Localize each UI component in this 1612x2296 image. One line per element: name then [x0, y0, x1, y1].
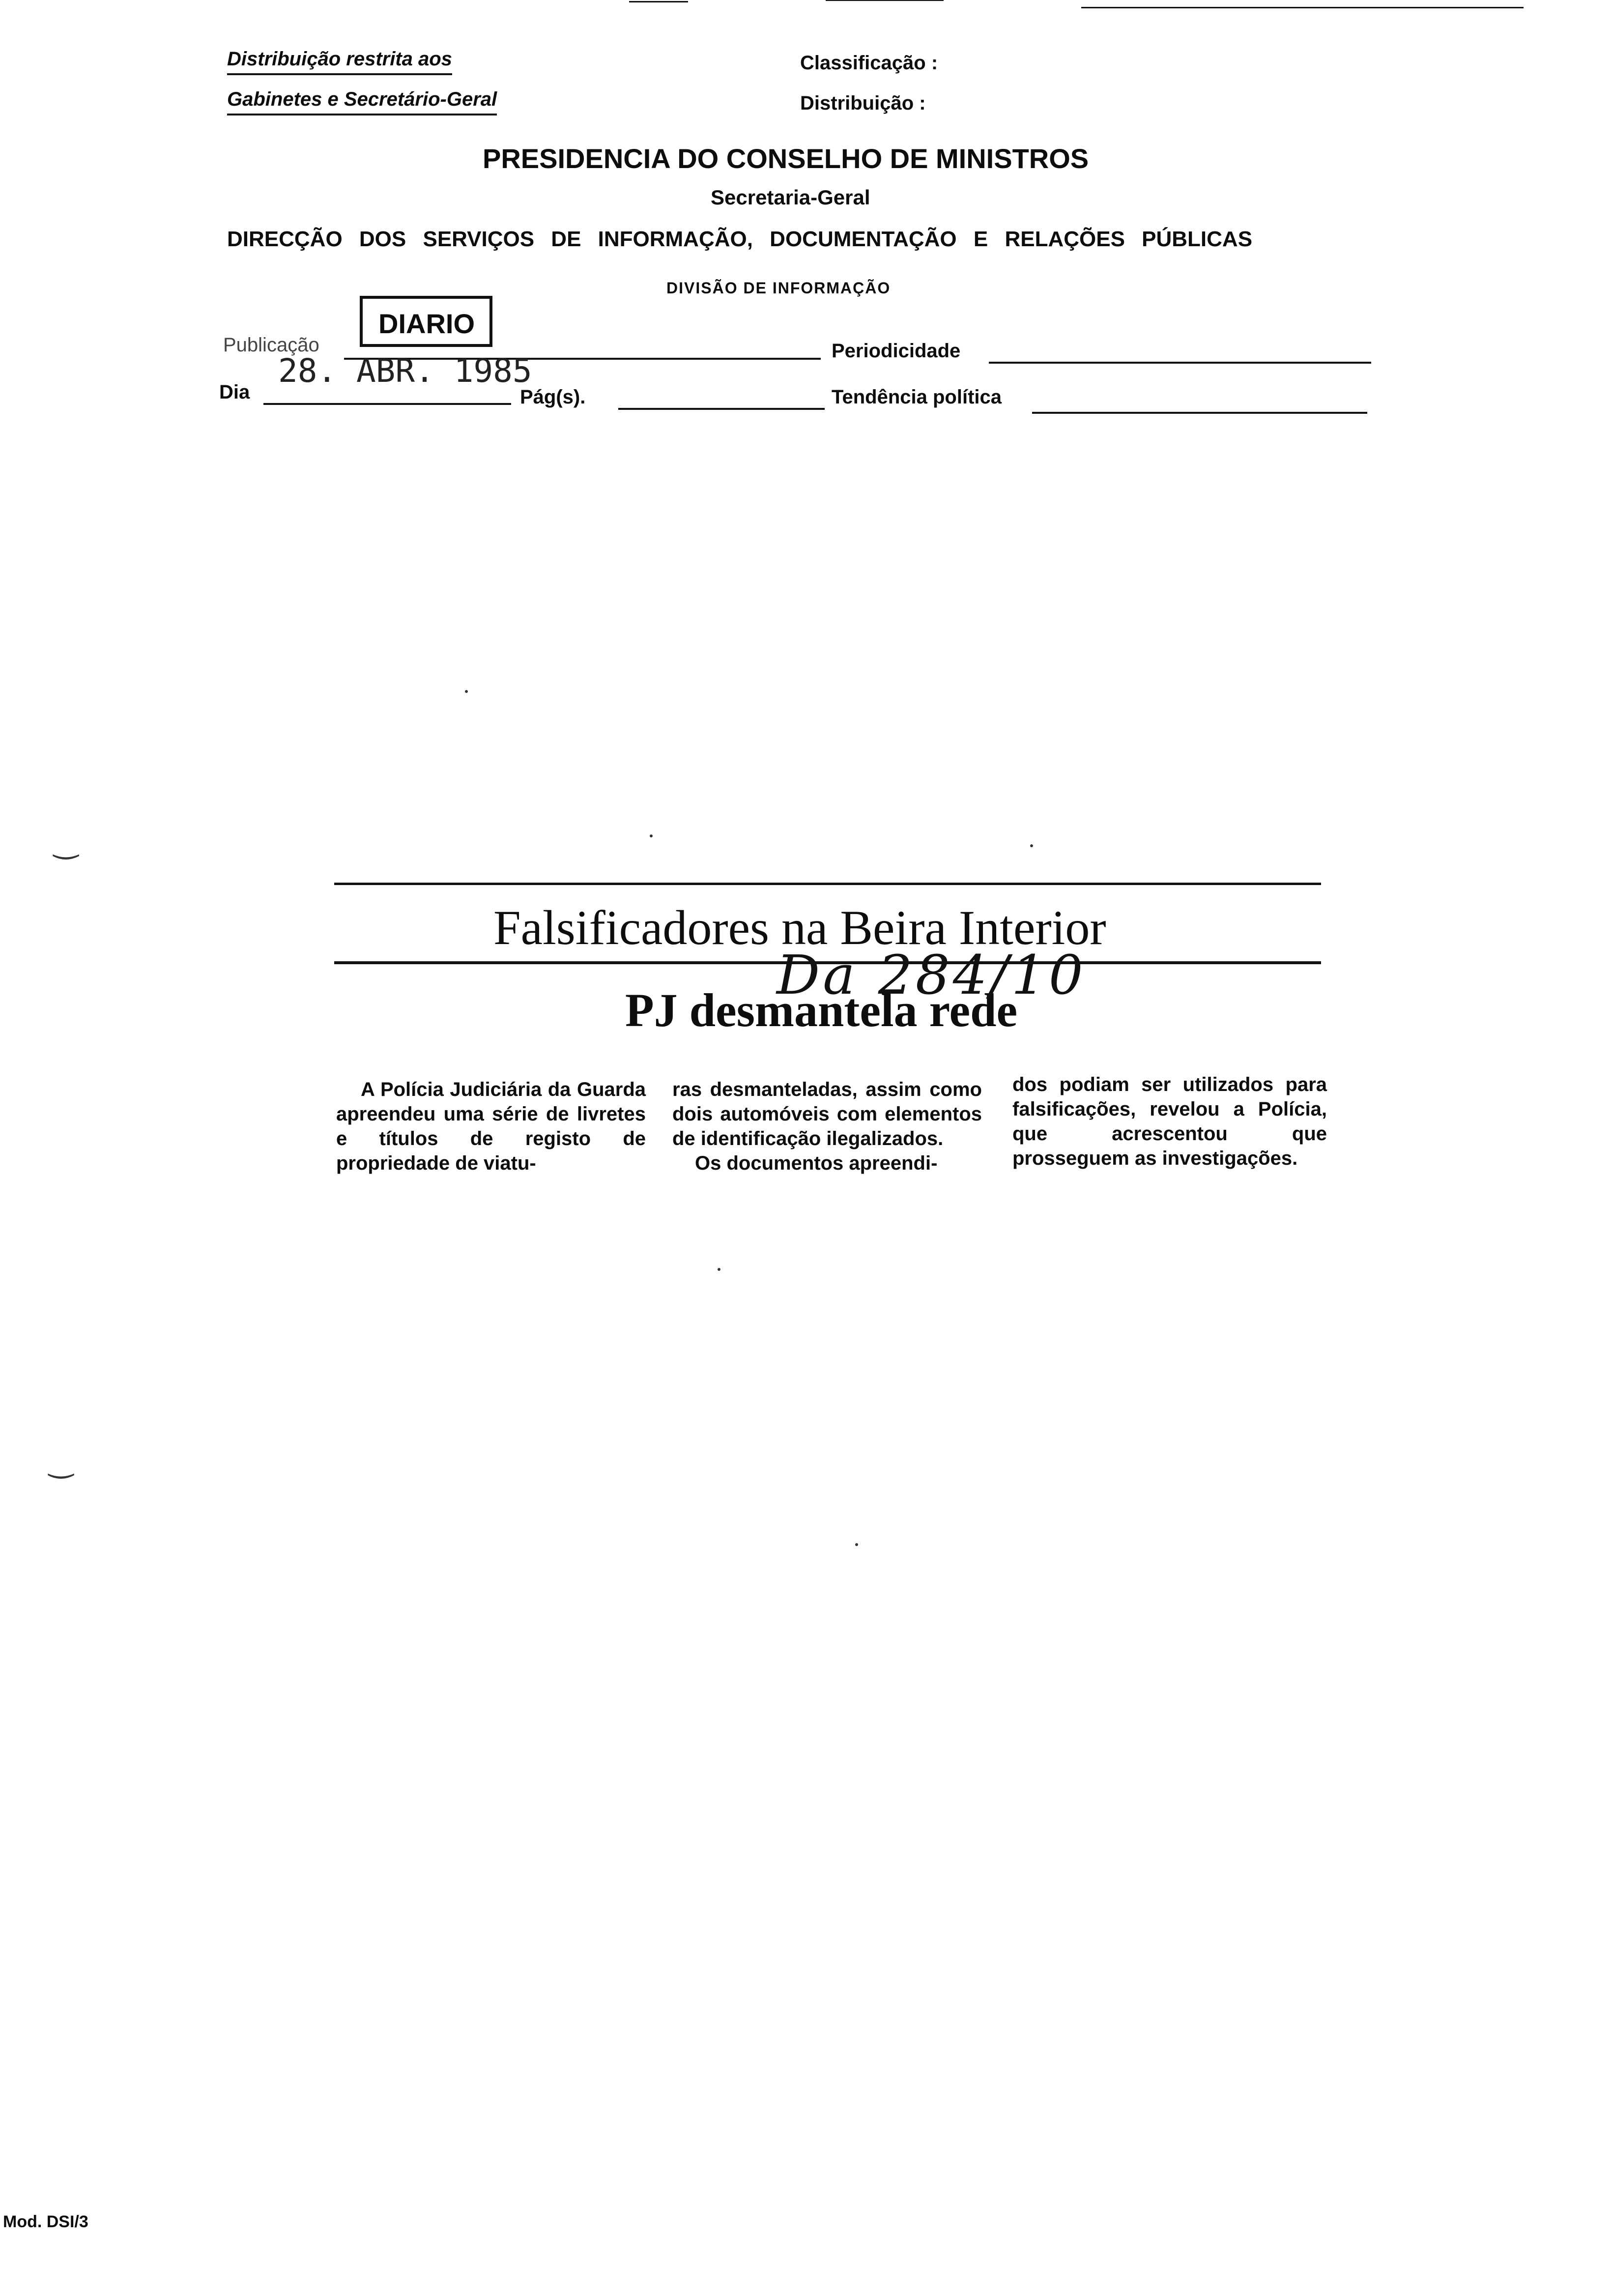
restricted-distribution-line2: Gabinetes e Secretário-Geral [227, 88, 497, 115]
article-column-2-paragraph-2: Os documentos apreendi- [695, 1152, 938, 1174]
restricted-distribution-line1: Distribuição restrita aos [227, 48, 452, 75]
distribuicao-label: Distribuição : [800, 92, 926, 114]
pags-label: Pág(s). [520, 386, 586, 408]
scan-mark-left: ‿ [54, 826, 78, 859]
article-headline: PJ desmantela rede [625, 984, 1018, 1036]
dia-label: Dia [219, 381, 250, 403]
tendencia-label: Tendência política [832, 386, 1002, 408]
scan-artifact-line [826, 0, 944, 1]
pags-field-line [618, 408, 825, 410]
secretaria-subtitle: Secretaria-Geral [711, 186, 870, 209]
article-rule-top [334, 883, 1321, 885]
article-column-2-paragraph-1: ras desmanteladas, assim como dois automóveis com elementos de identificação ilegalizados. [672, 1079, 982, 1149]
publicacao-label: Publicação [223, 334, 319, 356]
article-kicker: Falsificadores na Beira Interior [493, 900, 1106, 955]
model-code: Mod. DSI/3 [3, 2212, 88, 2231]
periodicidade-label: Periodicidade [832, 340, 961, 362]
scan-speck [465, 690, 468, 693]
presidencia-title: PRESIDENCIA DO CONSELHO DE MINISTROS [483, 143, 1089, 174]
scan-artifact-line [629, 1, 688, 2]
date-stamp: 28. ABR. 1985 [278, 352, 532, 390]
classificacao-label: Classificação : [800, 52, 938, 74]
direccao-line: DIRECÇÃO DOS SERVIÇOS DE INFORMAÇÃO, DOCUMENTAÇÃO E RELAÇÕES PÚBLICAS [227, 227, 1253, 251]
handwritten-note: Da 284/10 [777, 944, 1086, 1006]
tendencia-field-line [1032, 412, 1367, 414]
dia-field-line [263, 403, 511, 405]
article-column-3: dos podiam ser utilizados para falsificações, revelou a Polícia, que acrescentou que prosseguem as investigações. [1012, 1074, 1327, 1169]
scan-speck [650, 834, 653, 837]
article-column-1: A Polícia Judiciária da Guarda apreendeu uma série de livretes e títulos de registo de propriedade de viatu- [336, 1079, 646, 1174]
article-column-2 [672, 1077, 982, 1176]
scan-speck [855, 1543, 858, 1546]
periodicidade-field-line [989, 362, 1371, 364]
scan-mark-left: ‿ [49, 1445, 73, 1478]
scan-speck [718, 1268, 720, 1271]
divisao-line: DIVISÃO DE INFORMAÇÃO [666, 279, 891, 297]
publication-stamp-text: DIARIO [378, 308, 475, 339]
scan-artifact-line [1081, 7, 1524, 8]
scan-speck [1030, 844, 1033, 847]
